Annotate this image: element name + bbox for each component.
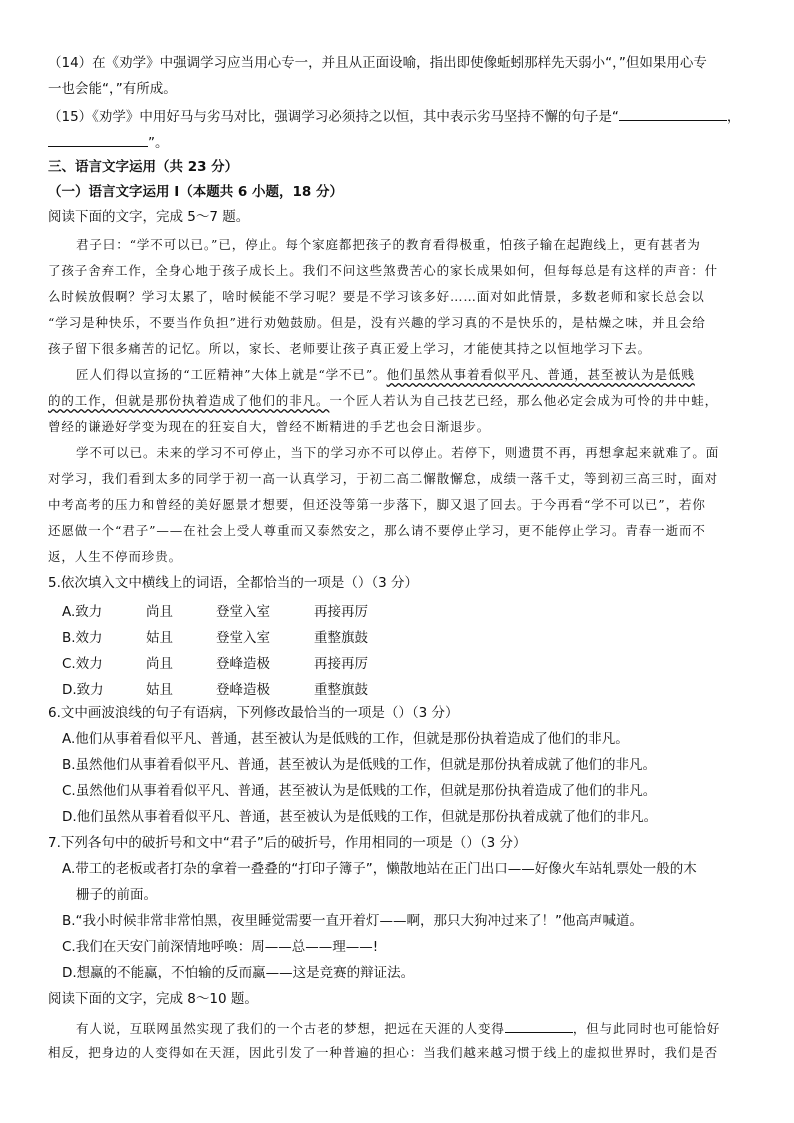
passage1-line: [48, 392, 746, 410]
reading-instruction-2: 阅读下面的文字，完成 8～10 题。: [48, 991, 258, 1007]
q7-option-d[interactable]: D.想赢的不能赢，不怕输的反而赢——这是竞赛的辩证法。: [62, 965, 415, 981]
exam-page: （14）在《劝学》中强调学习应当用心专一，并且从正面设喻，指出即使像蚯蚓那样先天弱小“，”但如果用心专 一也会能“，”有所成。 （15）《劝学》中用好马与劣马对比，强调学习必须持之以恒，其中表示劣马坚持不懈的句子是“ ， ”。 三、语言文字运用（共 23 分） （一）语言文字运用 Ⅰ（本题共 6 小题，18 分） 阅读下面的文字，完成 5～7 题。 君子曰：“学不可以已。”已，停止。每个家庭都把孩子的教育看得极重，怕孩子输在起跑线上，更有甚者为 了孩子舍弃工作，全身心地于孩子成长上。我们不问这些煞费苦心的家长成果如何，但每每总是有这样的声音：什 么时候放假啊？学习太累了，啥时候能不学习呢？要是不学习该多好……面对如此情景，多数老师和家长总会以 “学习是种快乐，不要当作负担”进行劝勉鼓励。但是，没有兴趣的学习真的不是快乐的，是枯燥之味，并且会给 孩子留下很多痛苦的记忆。所以，家长、老师要让孩子真正爱上学习，才能使其持之以恒地学习下去。 匠人们得以宣扬的“工匠精神”大体上就是“学不已”。他们虽然从事着看似平凡、普通，甚至被认为是低贱 的的工作，但就是那份执着造成了他们的非凡。一个匠人若认为自己技艺已经，那么他必定会成为可怜的井中蛙， 曾经的谦逊好学变为现在的狂妄自大，曾经不断精进的手艺也会日渐退步。 学不可以已。未来的学习不可停止，当下的学习亦不可以停止。若停下，则遗贯不再，再想拿起来就难了。面 对学习，我们看到太多的同学于初一高一认真学习，于初二高二懈散懈怠，成绩一落千丈，等到初三高三时，面对 中考高考的压力和曾经的美好愿景才想要，但还没等第一步落下，脚又退了回去。于今再看“学不可以已”，若你 还愿做一个“君子”——在社会上受人尊重而又泰然安之，那么请不要停止学习，更不能停止学习。青春一逝而不 返，人生不停而珍贵。 5.依次填入文中横线上的词语，全都恰当的一项是（）（3 分） A.致力 尚且 登堂入室 再接再厉 B.效力 姑且 登堂入室 重整旗鼓 C.效力 尚且 登峰造极 再接再厉 D.致力 姑且 登峰造极 重整旗鼓 6.文中画波浪线的句子有语病，下列修改最恰当的一项是（）（3 分） A.他们从事着看似平凡、普通，甚至被认为是低贱的工作，但就是那份执着造成了他们的非凡。 B.虽然他们从事着看似平凡、普通，甚至被认为是低贱的工作，但就是那份执着成就了他们的非凡。 C.虽然他们从事着看似平凡、普通，甚至被认为是低贱的工作，但就是那份执着造成了他们的非凡。 D.他们虽然从事着看似平凡、普通，甚至被认为是低贱的工作，但就是那份执着成就了他们的非凡。 7.下列各句中的破折号和文中“君子”后的破折号，作用相同的一项是（）（3 分） A.带工的老板或者打杂的拿着一叠叠的“打印子簿子”，懒散地站在正门出口——好像火车站轧票处一般的木 栅子的前面。 B.“我小时候非常非常怕黑，夜里睡觉需要一直开着灯——啊，那只大狗冲过来了！”他高声喊道。 C.我们在天安门前深情地呼唤：周——总——理——! D.想赢的不能赢，不怕输的反而赢——这是竞赛的辩证法。 阅读下面的文字，完成 8～10 题。 有人说，互联网虽然实现了我们的一个古老的梦想，把远在天涯的人变得 ，但与此同时也可能恰好 相反，把身边的人变得如在天涯，因此引发了一种普遍的担心：当我们越来越习惯于线上的虚拟世界时，我们是否: [0, 0, 794, 1123]
q14-line-2: 一也会能“，”有所成。: [48, 81, 177, 97]
q6-option-b[interactable]: B.虽然他们从事着看似平凡、普通，甚至被认为是低贱的工作，但就是那份执着成就了他们的非凡。: [62, 757, 657, 773]
passage1-line: 还愿做一个“君子”——在社会上受人尊重而又泰然安之，那么请不要停止学习，更不能停止学习。青春一逝而不: [48, 523, 706, 538]
passage1-line: 了孩子舍弃工作，全身心地于孩子成长上。我们不问这些煞费苦心的家长成果如何，但每每总是有这样的声音：什: [48, 263, 719, 278]
q15-blank-1[interactable]: [619, 106, 727, 121]
passage1-line: 返，人生不停而珍贵。: [48, 549, 183, 564]
passage2-line: [76, 1018, 746, 1038]
q6-stem: 6.文中画波浪线的句子有语病，下列修改最恰当的一项是（）（3 分）: [48, 705, 459, 721]
q15-line-1: [48, 106, 746, 126]
subsection-heading: （一）语言文字运用 Ⅰ（本题共 6 小题，18 分）: [48, 184, 344, 200]
q6-option-d[interactable]: D.他们虽然从事着看似平凡、普通，甚至被认为是低贱的工作，但就是那份执着成就了他们的非凡。: [62, 809, 658, 825]
q7-option-a-cont: 栅子的前面。: [76, 887, 157, 903]
q5-stem: 5.依次填入文中横线上的词语，全都恰当的一项是（）（3 分）: [48, 575, 419, 591]
section-heading: 三、语言文字运用（共 23 分）: [48, 159, 239, 175]
passage1-line: “学习是种快乐，不要当作负担”进行劝勉鼓励。但是，没有兴趣的学习真的不是快乐的，是枯燥之味，并且会给: [48, 315, 706, 330]
passage1-line: 对学习，我们看到太多的同学于初一高一认真学习，于初二高二懈散懈怠，成绩一落千丈，等到初三高三时，面对: [48, 471, 719, 486]
passage1-line: 么时候放假啊？学习太累了，啥时候能不学习呢？要是不学习该多好……面对如此情景，多数老师和家长总会以: [48, 289, 705, 304]
passage2-text: ，但与此同时也可能恰好: [572, 1021, 721, 1036]
passage2-blank[interactable]: [505, 1018, 573, 1033]
q15-comma: ，: [726, 109, 741, 125]
q6-option-c[interactable]: C.虽然他们从事着看似平凡、普通，甚至被认为是低贱的工作，但就是那份执着造成了他们的非凡。: [62, 783, 657, 799]
q15-blank-2[interactable]: [48, 132, 148, 147]
q6-option-a[interactable]: A.他们从事着看似平凡、普通，甚至被认为是低贱的工作，但就是那份执着造成了他们的非凡。: [62, 731, 629, 747]
passage1-line: 君子曰：“学不可以已。”已，停止。每个家庭都把孩子的教育看得极重，怕孩子输在起跑线上，更有甚者为: [76, 237, 701, 252]
passage1-text: 一个匠人若认为自己技艺已经，那么他必定会成为可怜的井中蛙，: [329, 393, 719, 408]
wavy-sentence: 他们虽然从事着看似平凡、普通，甚至被认为是低贱: [386, 367, 695, 382]
passage2-text: 有人说，互联网虽然实现了我们的一个古老的梦想，把远在天涯的人变得: [76, 1021, 505, 1036]
passage1-line: 曾经的谦逊好学变为现在的狂妄自大，曾经不断精进的手艺也会日渐退步。: [48, 419, 491, 434]
q15-end: ”。: [148, 135, 169, 151]
passage1-line: [76, 366, 746, 384]
passage1-text: 匠人们得以宣扬的“工匠精神”大体上就是“学不已”。: [76, 367, 387, 382]
wavy-sentence: 的的工作，但就是那份执着造成了他们的非凡。: [48, 393, 330, 408]
passage1-line: 孩子留下很多痛苦的记忆。所以，家长、老师要让孩子真正爱上学习，才能使其持之以恒地学习下去。: [48, 341, 652, 356]
passage1-line: 学不可以已。未来的学习不可停止，当下的学习亦不可以停止。若停下，则遗贯不再，再想拿起来就难了。面: [76, 445, 720, 460]
passage1-line: 中考高考的压力和曾经的美好愿景才想要，但还没等第一步落下，脚又退了回去。于今再看“学不可以已”，若你: [48, 497, 706, 512]
q7-option-c[interactable]: C.我们在天安门前深情地呼唤：周——总——理——!: [62, 939, 379, 955]
q14-line-1: （14）在《劝学》中强调学习应当用心专一，并且从正面设喻，指出即使像蚯蚓那样先天弱小“，”但如果用心专: [48, 55, 707, 71]
q7-stem: 7.下列各句中的破折号和文中“君子”后的破折号，作用相同的一项是（）（3 分）: [48, 835, 527, 851]
q7-option-b[interactable]: B.“我小时候非常非常怕黑，夜里睡觉需要一直开着灯——啊，那只大狗冲过来了！”他高声喊道。: [62, 913, 644, 929]
reading-instruction-1: 阅读下面的文字，完成 5～7 题。: [48, 209, 250, 225]
q15-line-2: [48, 132, 746, 152]
q7-option-a[interactable]: A.带工的老板或者打杂的拿着一叠叠的“打印子簿子”，懒散地站在正门出口——好像火车站轧票处一般的木: [62, 861, 697, 877]
passage2-line: 相反，把身边的人变得如在天涯，因此引发了一种普遍的担心：当我们越来越习惯于线上的虚拟世界时，我们是否: [48, 1045, 719, 1060]
q15-text: （15）《劝学》中用好马与劣马对比，强调学习必须持之以恒，其中表示劣马坚持不懈的句子是“: [48, 109, 619, 125]
